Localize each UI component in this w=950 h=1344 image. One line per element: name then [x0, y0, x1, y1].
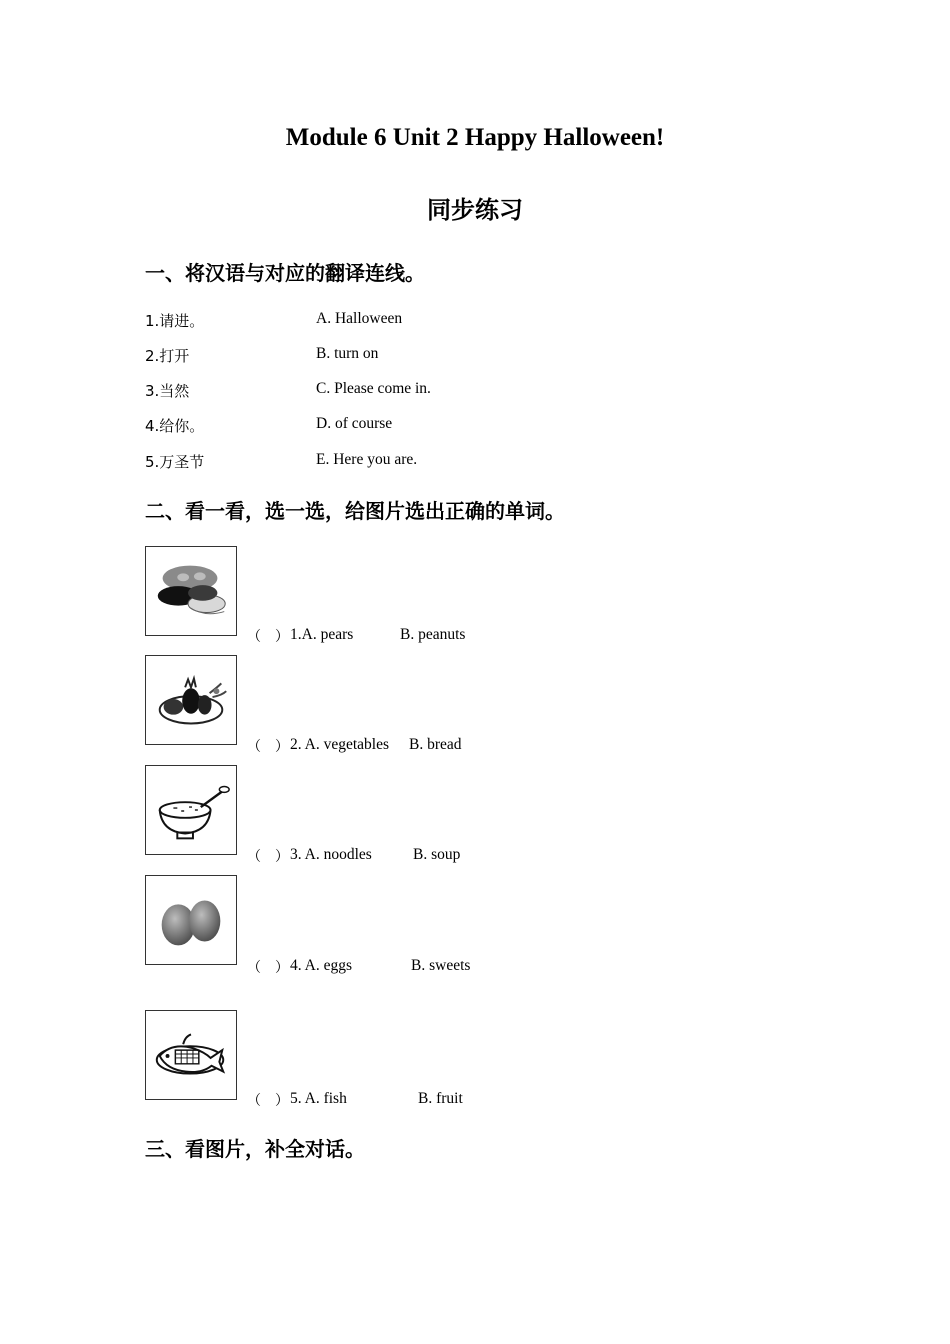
option-a: 2. A. vegetables — [290, 736, 390, 753]
match-left-item: 5.万圣节 — [145, 453, 205, 471]
page-subtitle: 同步练习 — [427, 196, 523, 224]
answer-blank[interactable]: （ ） — [247, 629, 289, 645]
answer-blank[interactable]: （ ） — [247, 960, 289, 976]
section-2-heading: 二、看一看，选一选，给图片选出正确的单词。 — [145, 499, 565, 523]
match-right-item: A. Halloween — [316, 310, 403, 327]
option-a: 1.A. pears — [290, 626, 354, 643]
option-b: B. fruit — [418, 1090, 463, 1107]
option-b: B. soup — [413, 846, 461, 863]
option-b: B. sweets — [411, 957, 471, 974]
section-3-heading: 三、看图片，补全对话。 — [145, 1137, 365, 1161]
match-left-item: 3.当然 — [145, 382, 190, 400]
match-left-item: 2.打开 — [145, 347, 190, 365]
answer-blank[interactable]: （ ） — [247, 1093, 289, 1109]
soup-picture — [145, 765, 237, 855]
vegetables-picture — [145, 655, 237, 745]
eggs-picture — [145, 875, 237, 965]
option-b: B. bread — [409, 736, 462, 753]
option-a: 3. A. noodles — [290, 846, 372, 863]
match-right-item: D. of course — [316, 415, 393, 432]
match-left-item: 4.给你。 — [145, 417, 205, 435]
option-b: B. peanuts — [400, 626, 466, 643]
answer-blank[interactable]: （ ） — [247, 739, 289, 755]
section-1-heading: 一、将汉语与对应的翻译连线。 — [145, 261, 425, 285]
match-right-item: C. Please come in. — [316, 380, 431, 397]
match-right-item: E. Here you are. — [316, 451, 418, 468]
option-a: 5. A. fish — [290, 1090, 347, 1107]
page-title: Module 6 Unit 2 Happy Halloween! — [285, 124, 665, 151]
peanuts-picture — [145, 546, 237, 636]
fish-picture — [145, 1010, 237, 1100]
match-right-item: B. turn on — [316, 345, 379, 362]
match-left-item: 1.请进。 — [145, 312, 205, 330]
option-a: 4. A. eggs — [290, 957, 352, 974]
answer-blank[interactable]: （ ） — [247, 849, 289, 865]
